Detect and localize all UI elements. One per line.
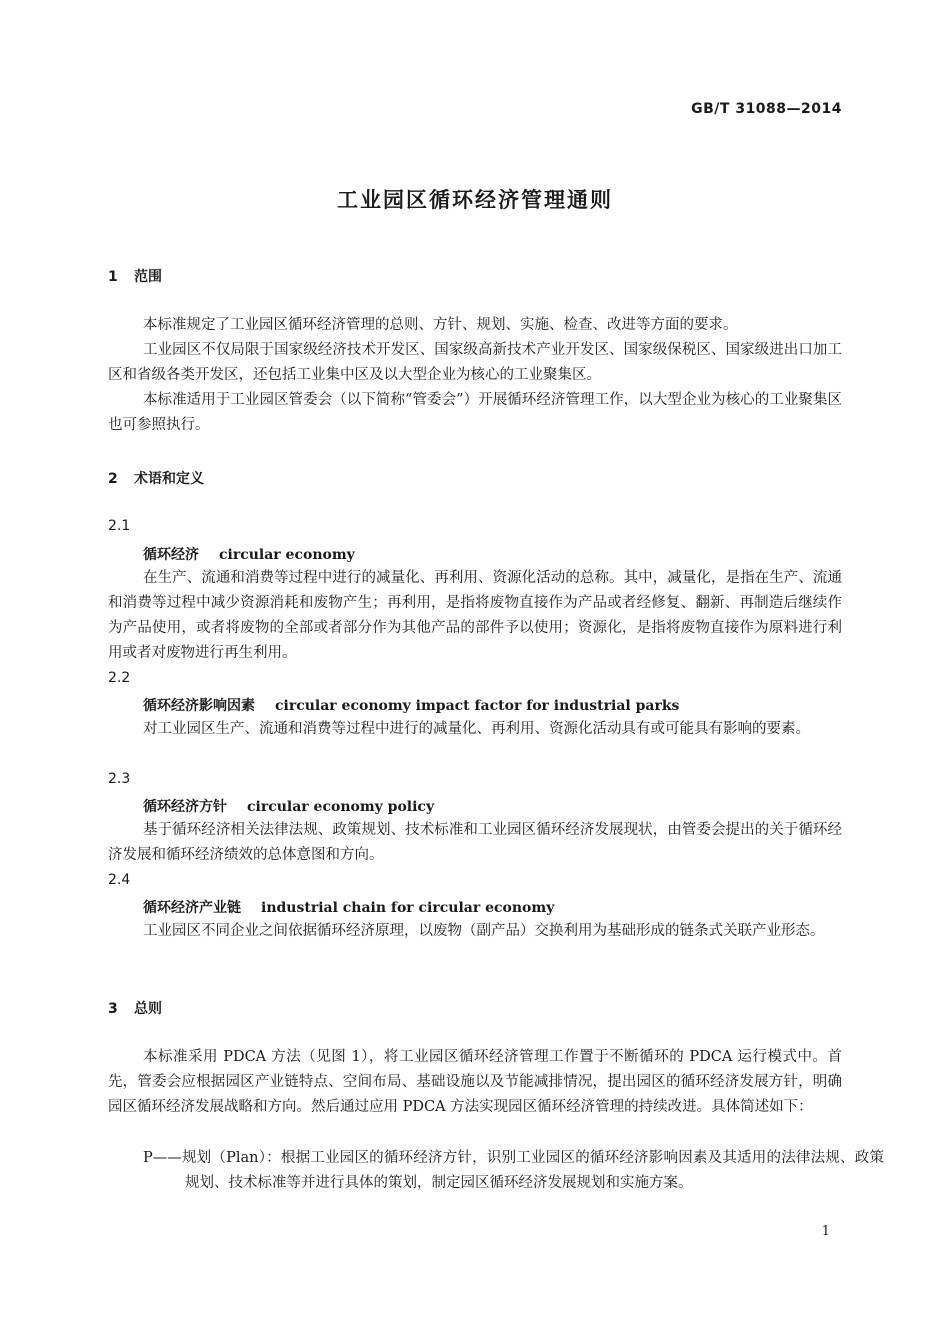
section-3-heading <box>108 998 162 1018</box>
section-title: 总则 <box>134 1001 162 1017</box>
document-title: 工业园区循环经济管理通则 <box>337 188 613 212</box>
list-item: P——规划（Plan）：根据工业园区的循环经济方针，识别工业园区的循环经济影响因素及其适用的法律法规、政策规划、技术标准等并进行具体的策划，制定园区循环经济发展规划和实施方案。 <box>143 1150 884 1191</box>
term-number: 2.1 <box>108 518 131 534</box>
term-name <box>143 796 434 816</box>
standard-code: GB/T 31088—2014 <box>691 101 842 117</box>
term-name-en: circular economy <box>219 547 355 563</box>
term-definition: 对工业园区生产、流通和消费等过程中进行的减量化、再利用、资源化活动具有或可能具有影响的要素。 <box>143 721 810 737</box>
term-definition: 在生产、流通和消费等过程中进行的减量化、再利用、资源化活动的总称。其中，减量化，是指在生产、流通和消费等过程中减少资源消耗和废物产生；再利用，是指将废物直接作为产品或者经修复、翻新、再制造后继续作为产品使用，或者将废物的全部或者部分作为其他产品的部件予以使用；资源化，是指将废物直接作为原料进行利用或者对废物进行再生利用。 <box>108 570 842 661</box>
paragraph: 本标准采用 PDCA 方法（见图 1），将工业园区循环经济管理工作置于不断循环的 PDCA 运行模式中。首先，管委会应根据园区产业链特点、空间布局、基础设施以及节能减排情况，提出园区的循环经济发展方针，明确园区循环经济发展战略和方向。然后通过应用 PDCA 方法实现园区循环经济管理的持续改进。具体简述如下： <box>108 1049 842 1115</box>
section-number: 3 <box>108 1001 118 1017</box>
term-name <box>143 544 355 564</box>
section-1-heading <box>108 266 162 286</box>
term-name-zh: 循环经济产业链 <box>143 900 241 916</box>
term-name-en: circular economy impact factor for industrial parks <box>275 698 680 714</box>
paragraph: 本标准适用于工业园区管委会（以下简称“管委会”）开展循环经济管理工作，以大型企业为核心的工业聚集区也可参照执行。 <box>108 392 842 433</box>
term-number: 2.4 <box>108 872 131 888</box>
term-definition: 基于循环经济相关法律法规、政策规划、技术标准和工业园区循环经济发展现状，由管委会提出的关于循环经济发展和循环经济绩效的总体意图和方向。 <box>108 822 842 863</box>
section-number: 2 <box>108 471 118 487</box>
term-name <box>143 695 679 715</box>
paragraph: 工业园区不仅局限于国家级经济技术开发区、国家级高新技术产业开发区、国家级保税区、国家级进出口加工区和省级各类开发区，还包括工业集中区及以大型企业为核心的工业聚集区。 <box>108 342 842 383</box>
term-name-en: circular economy policy <box>247 799 435 815</box>
section-title: 范围 <box>134 269 162 285</box>
section-number: 1 <box>108 269 118 285</box>
term-number: 2.2 <box>108 670 131 686</box>
term-name <box>143 897 554 917</box>
term-definition: 工业园区不同企业之间依据循环经济原理，以废物（副产品）交换利用为基础形成的链条式关联产业形态。 <box>143 923 825 939</box>
term-name-zh: 循环经济方针 <box>143 799 227 815</box>
term-number: 2.3 <box>108 771 131 787</box>
term-name-zh: 循环经济 <box>143 547 199 563</box>
section-2-heading <box>108 468 204 488</box>
term-name-en: industrial chain for circular economy <box>261 900 555 916</box>
term-name-zh: 循环经济影响因素 <box>143 698 255 714</box>
paragraph: 本标准规定了工业园区循环经济管理的总则、方针、规划、实施、检查、改进等方面的要求。 <box>143 317 738 333</box>
section-title: 术语和定义 <box>134 471 204 487</box>
page-number: 1 <box>821 1224 830 1239</box>
